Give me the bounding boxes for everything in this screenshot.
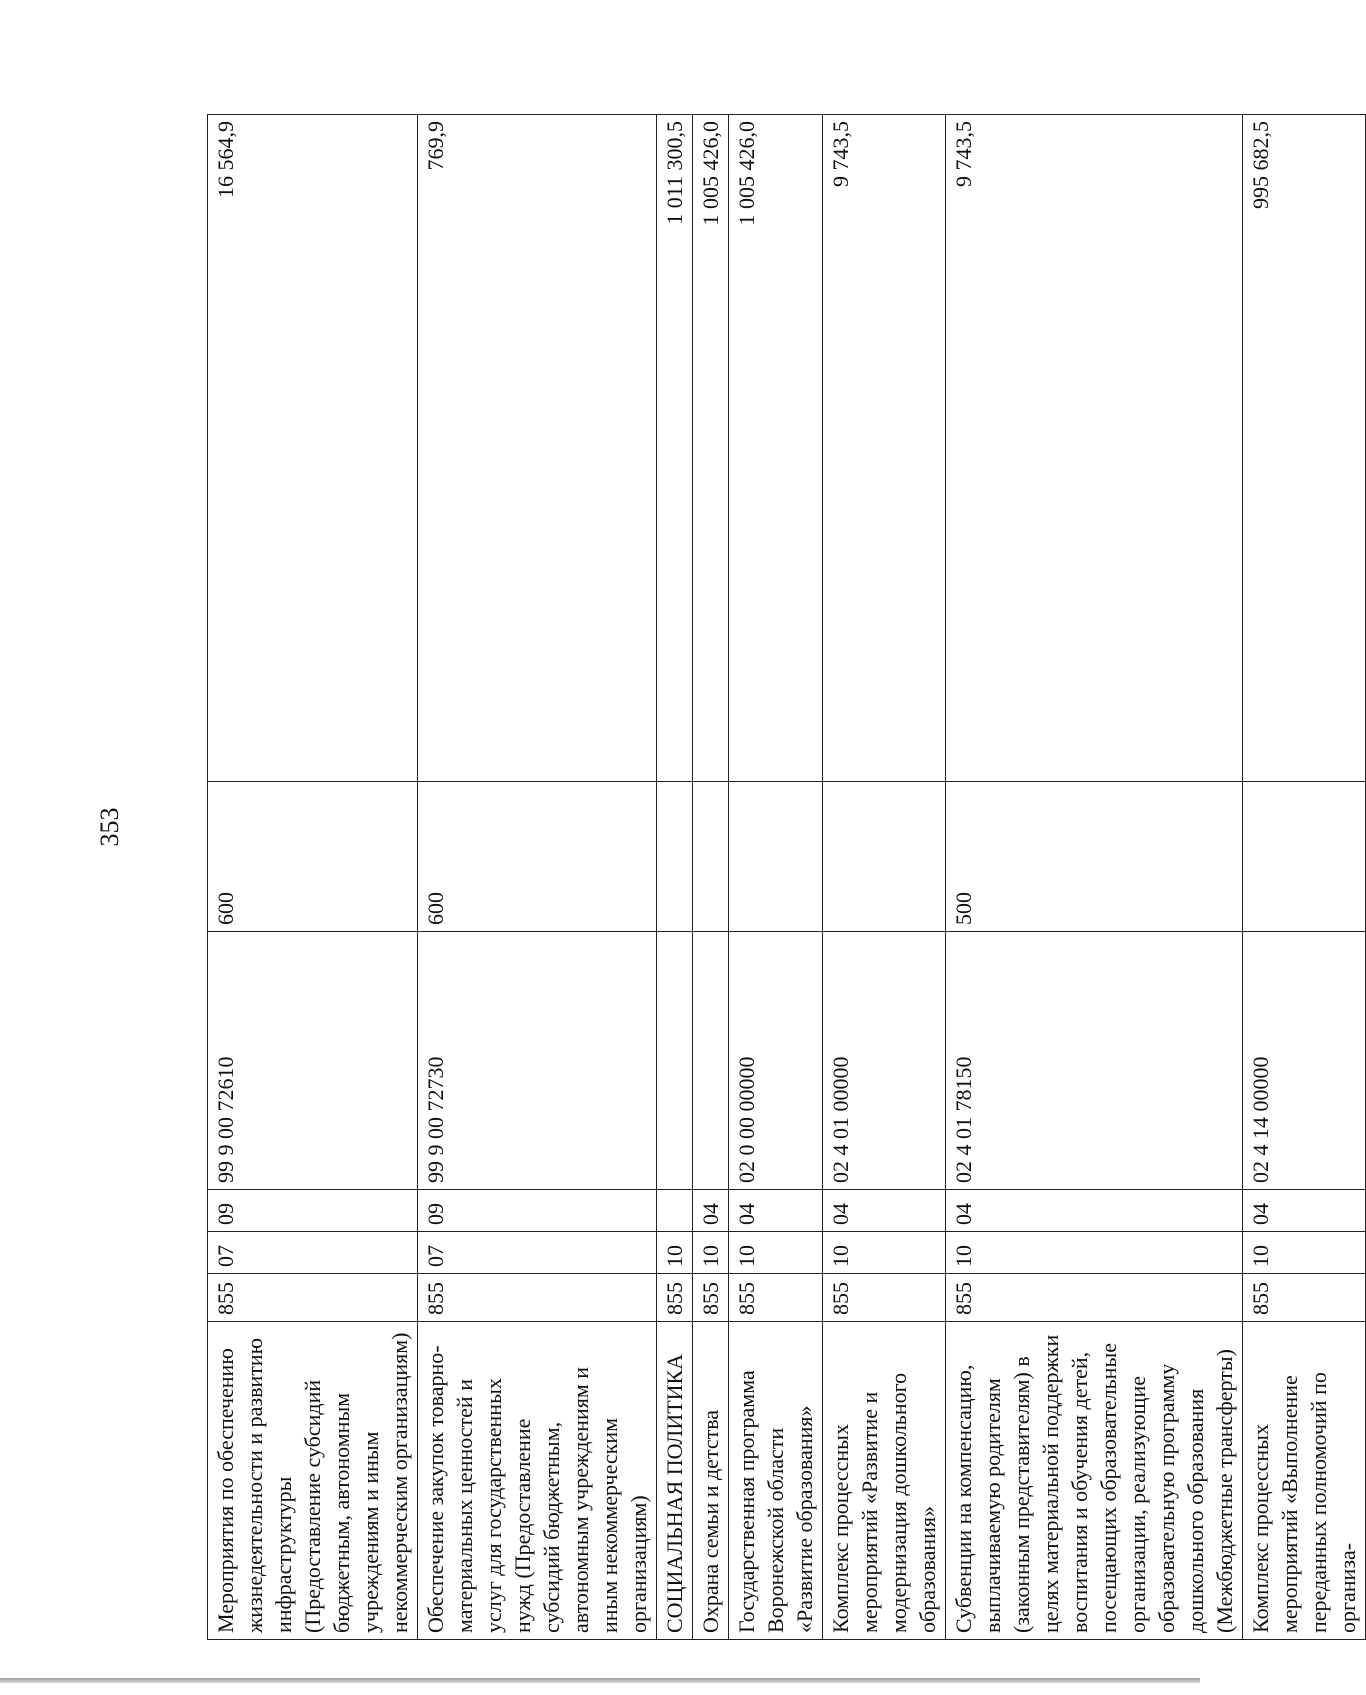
table-row [657,115,693,1640]
sum-cell: 995 682,5 [1243,115,1366,782]
gr-cell: 855 [418,1274,657,1322]
csr-cell [693,932,729,1190]
rz-cell: 10 [1243,1232,1366,1274]
row-name-cell: Обеспечение закупок товарно-материальных ценностей и услуг для государственных нужд (Предоставление субсидий бюджетным, автономным учреждениям и иным некоммерческим организациям) [418,1322,657,1640]
row-name-cell: СОЦИАЛЬНАЯ ПОЛИТИКА [657,1322,693,1640]
csr-cell: 02 0 00 00000 [729,932,823,1190]
rz-cell: 10 [823,1232,946,1274]
gr-cell: 855 [946,1274,1243,1322]
vr-cell: 600 [418,782,657,932]
gr-cell: 855 [208,1274,418,1322]
rz-cell: 10 [729,1232,823,1274]
table-row [946,115,1243,1640]
budget-table [207,114,1366,1640]
gr-cell: 855 [657,1274,693,1322]
pr-cell: 04 [1243,1190,1366,1232]
row-name-cell: Мероприятия по обеспечению жизнедеятельности и развитию инфраструктуры (Предоставление субсидий бюджетным, автономным учреждениям и иным некоммерческим организациям) [208,1322,418,1640]
table-row [693,115,729,1640]
pr-cell: 09 [418,1190,657,1232]
rz-cell: 07 [208,1232,418,1274]
csr-cell: 02 4 01 78150 [946,932,1243,1190]
table-container [207,115,1360,1640]
vr-cell [1243,782,1366,932]
table-row [418,115,657,1640]
sum-cell: 9 743,5 [946,115,1243,782]
vr-cell [693,782,729,932]
vr-cell [823,782,946,932]
pr-cell [657,1190,693,1232]
rz-cell: 10 [946,1232,1243,1274]
row-name-cell: Государственная программа Воронежской области «Развитие образования» [729,1322,823,1640]
table-row [208,115,418,1640]
gr-cell: 855 [1243,1274,1366,1322]
rz-cell: 10 [657,1232,693,1274]
rz-cell: 10 [693,1232,729,1274]
scan-edge-divider [0,1678,1200,1683]
csr-cell: 99 9 00 72730 [418,932,657,1190]
pr-cell: 04 [823,1190,946,1232]
row-name-cell: Комплекс процессных мероприятий «Развитие и модернизация дошкольного образования» [823,1322,946,1640]
csr-cell: 02 4 01 00000 [823,932,946,1190]
row-name-cell: Комплекс процессных мероприятий «Выполнение переданных полномочий по организа- [1243,1322,1366,1640]
sum-cell: 769,9 [418,115,657,782]
gr-cell: 855 [693,1274,729,1322]
table-body [208,115,1366,1640]
vr-cell: 500 [946,782,1243,932]
table-row [729,115,823,1640]
table-row [1243,115,1366,1640]
row-name-cell: Субвенции на компенсацию, выплачиваемую родителям (законным представителям) в целях материальной поддержки воспитания и обучения детей, посещающих образовательные организации, реализующие образовательную программу дошкольного образования (Межбюджетные трансферты) [946,1322,1243,1640]
vr-cell: 600 [208,782,418,932]
pr-cell: 04 [729,1190,823,1232]
sum-cell: 1 005 426,0 [693,115,729,782]
page-number: 353 [95,807,124,847]
sum-cell: 9 743,5 [823,115,946,782]
pr-cell: 04 [693,1190,729,1232]
vr-cell [657,782,693,932]
gr-cell: 855 [729,1274,823,1322]
gr-cell: 855 [823,1274,946,1322]
csr-cell: 99 9 00 72610 [208,932,418,1190]
pr-cell: 04 [946,1190,1243,1232]
table-row [823,115,946,1640]
rz-cell: 07 [418,1232,657,1274]
sum-cell: 16 564,9 [208,115,418,782]
sum-cell: 1 005 426,0 [729,115,823,782]
csr-cell: 02 4 14 00000 [1243,932,1366,1190]
sum-cell: 1 011 300,5 [657,115,693,782]
row-name-cell: Охрана семьи и детства [693,1322,729,1640]
pr-cell: 09 [208,1190,418,1232]
vr-cell [729,782,823,932]
csr-cell [657,932,693,1190]
